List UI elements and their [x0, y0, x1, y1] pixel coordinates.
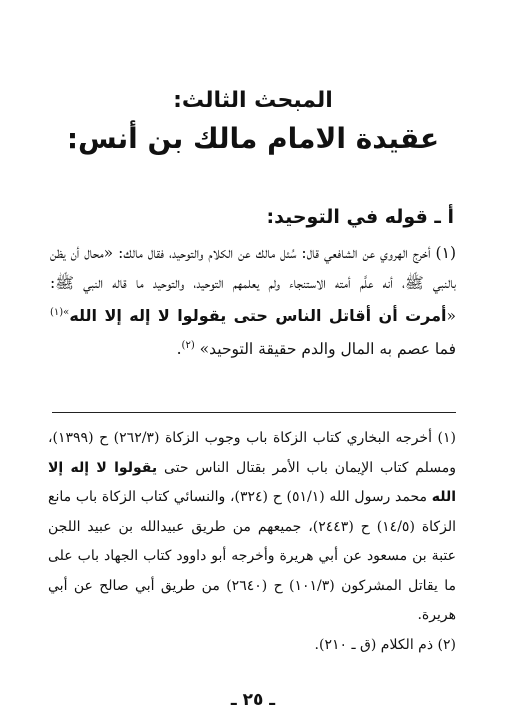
main-paragraph — [50, 238, 456, 364]
footnote-2 — [48, 631, 456, 661]
footnote-ref-1: »(١) — [50, 307, 70, 318]
subsection-title: أ ـ قوله في التوحيد: — [266, 206, 454, 228]
footnote-number: (٢) — [437, 636, 456, 653]
paragraph-number: (١) — [435, 244, 456, 262]
footnote-number: (١) — [437, 430, 456, 446]
footnotes — [48, 424, 456, 660]
chapter-title: عقيدة الامام مالك بن أنس: — [66, 122, 440, 155]
paragraph-text-2: فما عصم به المال والدم حقيقة التوحيد» — [194, 340, 456, 359]
footnote-text-cont: محمد رسول الله (٥١/١) ح (٣٢٤)، والنسائي كتاب الزكاة باب مانع الزكاة (١٤/٥) ح (٢٤٤٣)، جميعهم من طريق عبيدالله بن عبيد اللجن عتبة بن مسعود عن أبي هريرة وأخرجه أبو داوود كتاب الجهاد باب على ما يقاتل المشركون (١٠١/٣) ح (٢٦٤٠) من طريق أبي صالح عن أبي هريرة. — [48, 489, 456, 623]
footnote-text: أخرجه البخاري كتاب الزكاة باب وجوب الزكاة (٢٦٢/٣) ح (١٣٩٩)، ومسلم كتاب الإيمان باب الأمر بقتال الناس حتى — [48, 430, 456, 476]
hadith-quote: أمرت أن أقاتل الناس حتى يقولوا لا إله إلا الله — [69, 306, 447, 326]
footnote-1 — [48, 424, 456, 631]
paragraph-end: . — [176, 340, 182, 359]
footnote-divider — [52, 412, 456, 413]
page-number: ـ ٢٥ ـ — [230, 690, 276, 710]
footnote-ref-2: (٢) — [181, 340, 195, 352]
footnote-bold-text: يقولوا لا إله إلا الله — [48, 459, 456, 505]
paragraph-text-1: أخرج الهروي عن الشافعي قال: سُئل مالك عن الكلام والتوحيد، فقال مالك: «محال أن يظن بالنبي ﷺ، أنه علَّم أمته الاستنجاء ولم يعلمهم التوحيد، والتوحيد ما قاله النبي ﷺ: « — [50, 244, 456, 326]
footnote-text: ذم الكلام (ق ـ ٢١٠). — [314, 636, 434, 653]
section-label: المبحث الثالث: — [173, 88, 333, 113]
